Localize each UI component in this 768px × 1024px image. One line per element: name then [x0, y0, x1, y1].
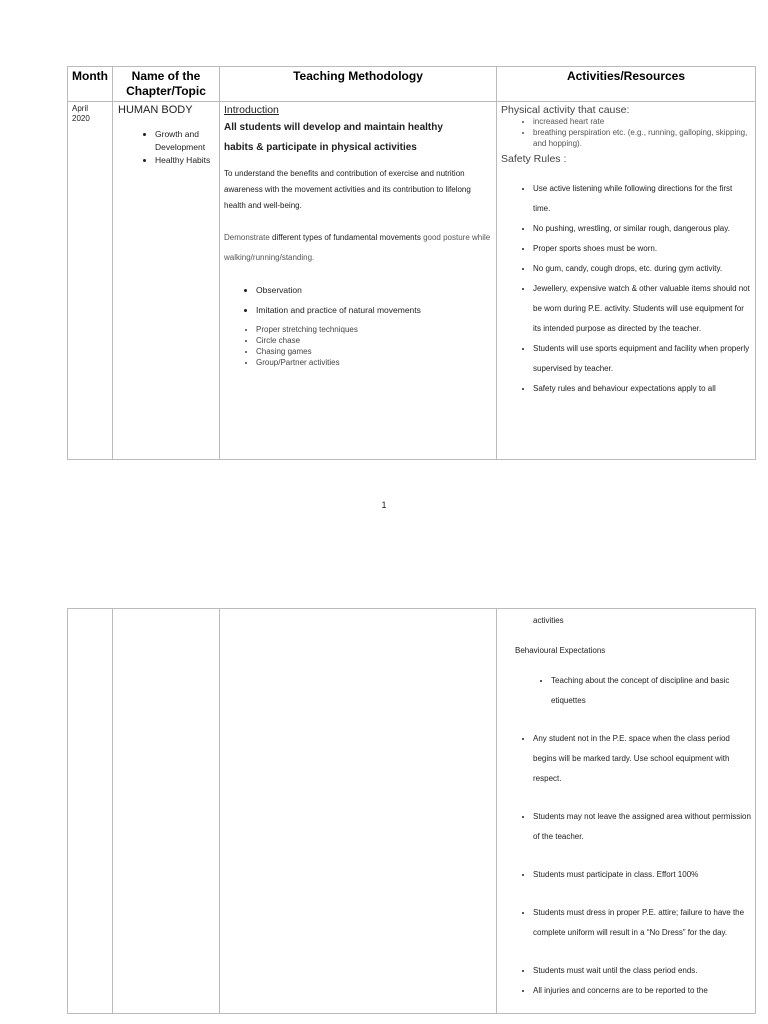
continued-text: activities	[533, 616, 564, 625]
list-item: • Chasing games	[256, 346, 492, 357]
table-row	[68, 102, 756, 460]
month-cell	[68, 609, 113, 1014]
activity-heading: Physical activity that cause:	[501, 104, 630, 116]
activities-cell	[497, 102, 756, 460]
list-item: • Use active listening while following directions for the first time.	[533, 179, 751, 219]
methodology-cell	[220, 102, 497, 460]
demo-emphasis: different types of fundamental movements	[272, 233, 421, 242]
header-activities-resources: Activities/Resources	[497, 67, 756, 102]
understanding-text: To understand the benefits and contribution of exercise and nutrition awareness with the movement activities and its contribution to lifelong health and well-being.	[224, 169, 471, 210]
lead-line-1: All students will develop and maintain healthy	[224, 122, 443, 133]
lead-habits: habits	[224, 142, 254, 153]
behaviour-sub-list	[501, 671, 751, 711]
list-item: • No pushing, wrestling, or similar rough, dangerous play.	[533, 219, 751, 239]
introduction-heading: Introduction	[224, 104, 279, 116]
lead-participate: participate in physical activities	[266, 142, 417, 153]
list-item: • Imitation and practice of natural movements	[256, 300, 492, 320]
methodology-cell	[220, 609, 497, 1014]
methods-list	[224, 324, 492, 368]
topic-list	[117, 128, 215, 167]
lead-statement	[224, 118, 492, 158]
lead-amp: &	[253, 142, 267, 153]
lesson-plan-table-page-1	[67, 66, 756, 460]
activities-cell	[497, 609, 756, 1014]
lesson-plan-table-page-2	[67, 608, 756, 1014]
demonstrate-text	[224, 228, 492, 268]
list-item: • No gum, candy, cough drops, etc. during gym activity.	[533, 259, 751, 279]
topic-cell	[113, 609, 220, 1014]
page-number: 1	[381, 500, 387, 510]
list-item: • breathing perspiration etc. (e.g., running, galloping, skipping, and hopping).	[533, 127, 751, 149]
list-item: • Students must dress in proper P.E. attire; failure to have the complete uniform will result in a “No Dress” for the day.	[533, 903, 751, 943]
list-item: • Proper stretching techniques	[256, 324, 492, 335]
list-item: • Students will use sports equipment and facility when properly supervised by teacher.	[533, 339, 751, 379]
safety-rules-heading: Safety Rules :	[501, 153, 567, 165]
list-item: • Students may not leave the assigned area without permission of the teacher.	[533, 807, 751, 847]
observation-list	[224, 280, 492, 320]
list-item: • Students must participate in class. Effort 100%	[533, 865, 751, 885]
activity-list	[501, 116, 751, 149]
list-item: • Any student not in the P.E. space when the class period begins will be marked tardy. Use school equipment with respect.	[533, 729, 751, 789]
table-row	[68, 609, 756, 1014]
demo-suffix: good posture while walking/running/standing.	[224, 233, 491, 262]
month-value: April 2020	[72, 104, 90, 123]
header-month: Month	[68, 67, 113, 102]
list-item: • increased heart rate	[533, 116, 751, 127]
topic-title: HUMAN BODY	[118, 104, 193, 116]
list-item: • All injuries and concerns are to be reported to the	[533, 981, 751, 1001]
header-chapter-topic: Name of the Chapter/Topic	[113, 67, 220, 102]
list-item: • Growth and Development	[155, 128, 215, 154]
safety-rules-list	[501, 179, 751, 399]
list-item: • Circle chase	[256, 335, 492, 346]
list-item: • Healthy Habits	[155, 154, 215, 167]
list-item: • Safety rules and behaviour expectations apply to all	[533, 379, 751, 399]
list-item: • Students must wait until the class period ends.	[533, 961, 751, 981]
behavioural-expectations-heading: Behavioural Expectations	[515, 646, 606, 655]
demo-prefix: Demonstrate	[224, 233, 273, 242]
list-item: • Jewellery, expensive watch & other valuable items should not be worn during P.E. activity. Students will use equipment for its intended purpose as directed by the teacher.	[533, 279, 751, 339]
topic-cell	[113, 102, 220, 460]
header-teaching-methodology: Teaching Methodology	[220, 67, 497, 102]
list-item: • Proper sports shoes must be worn.	[533, 239, 751, 259]
month-cell	[68, 102, 113, 460]
list-item: • Observation	[256, 280, 492, 300]
list-item: • Teaching about the concept of discipline and basic etiquettes	[551, 671, 751, 711]
header-row	[68, 67, 756, 102]
list-item: • Group/Partner activities	[256, 357, 492, 368]
behaviour-rules-list	[501, 729, 751, 1001]
